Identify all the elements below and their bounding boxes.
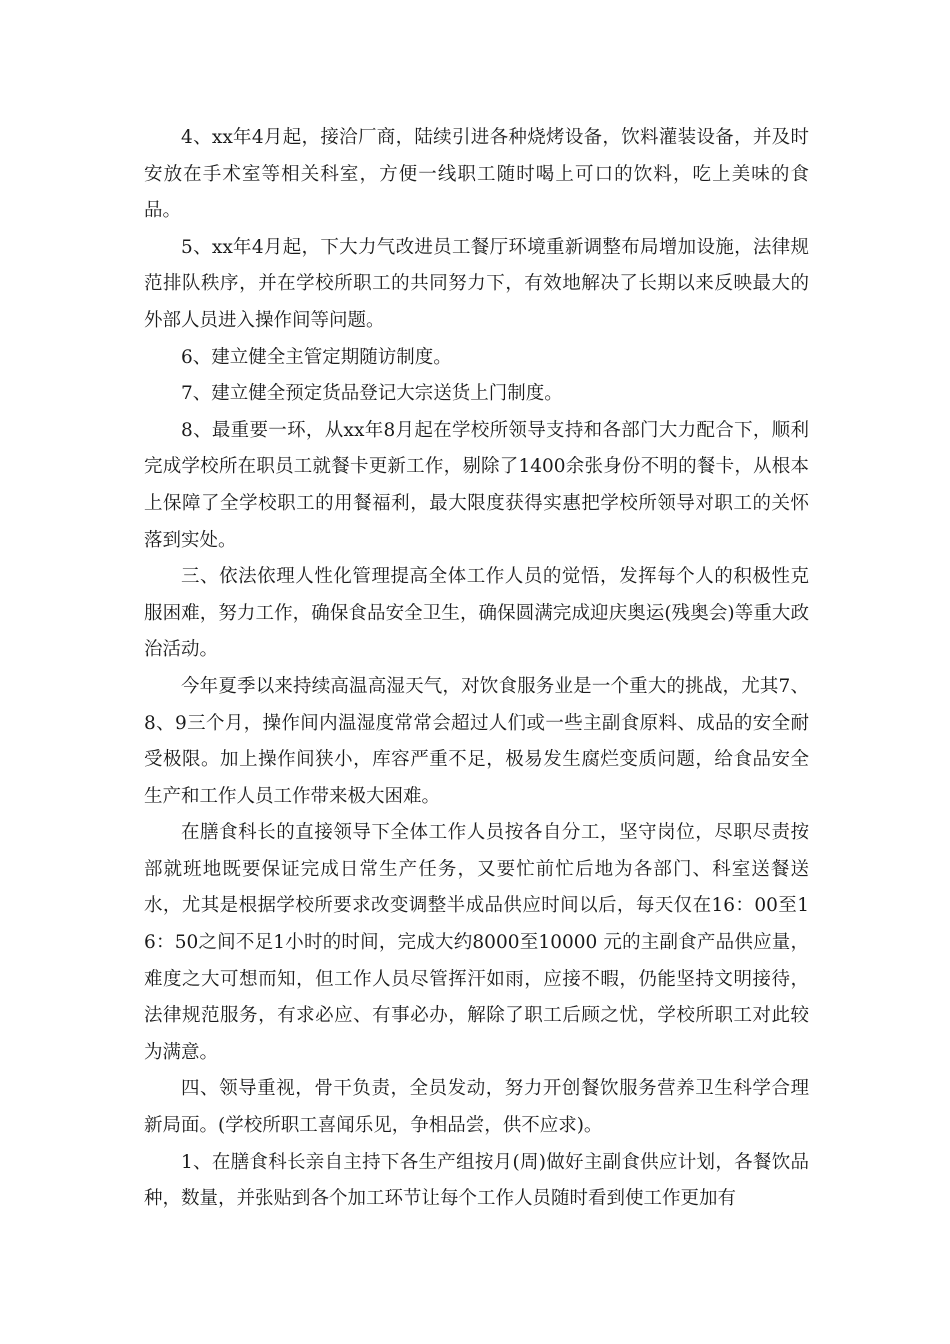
paragraph-item-6: 6、建立健全主管定期随访制度。 xyxy=(181,346,452,368)
section-heading-four: 四、领导重视，骨干负责，全员发动，努力开创餐饮服务营养卫生科学合理新局面。(学校所职工喜闻乐见，争相品尝，供不应求)。 xyxy=(144,1078,809,1137)
paragraph-summer-challenge: 今年夏季以来持续高温高湿天气，对饮食服务业是一个重大的挑战，尤其7、8、9三个月，操作间内温湿度常常会超过人们或一些主副食原料、成品的安全耐受极限。加上操作间狭小，库容严重不足，极易发生腐烂变质问题，给食品安全生产和工作人员工作带来极大困难。 xyxy=(144,675,809,807)
paragraph-staff-effort: 在膳食科长的直接领导下全体工作人员按各自分工，坚守岗位，尽职尽责按部就班地既要保证完成日常生产任务，又要忙前忙后地为各部门、科室送餐送水，尤其是根据学校所要求改变调整半成品供应时间以后，每天仅在16：00至16：50之间不足1小时的时间，完成大约8000至10000 元的主副食产品供应量，难度之大可想而知，但工作人员尽管挥汗如雨，应接不暇，仍能坚持文明接待，法律规范服务，有求必应、有事必办，解除了职工后顾之忧，学校所职工对此较为满意。 xyxy=(144,822,809,1063)
paragraph-item-1: 1、在膳食科长亲自主持下各生产组按月(周)做好主副食供应计划，各餐饮品种，数量，并张贴到各个加工环节让每个工作人员随时看到使工作更加有 xyxy=(144,1151,809,1210)
paragraph-item-4: 4、xx年4月起，接洽厂商，陆续引进各种烧烤设备，饮料灌装设备，并及时安放在手术室等相关科室，方便一线职工随时喝上可口的饮料，吃上美味的食品。 xyxy=(144,127,809,222)
document-body xyxy=(144,120,809,1218)
paragraph-item-5: 5、xx年4月起，下大力气改进员工餐厅环境重新调整布局增加设施，法律规范排队秩序，并在学校所职工的共同努力下，有效地解决了长期以来反映最大的外部人员进入操作间等问题。 xyxy=(144,236,809,331)
section-heading-three: 三、依法依理人性化管理提高全体工作人员的觉悟，发挥每个人的积极性克服困难，努力工作，确保食品安全卫生，确保圆满完成迎庆奥运(残奥会)等重大政治活动。 xyxy=(144,566,809,661)
paragraph-item-8: 8、最重要一环，从xx年8月起在学校所领导支持和各部门大力配合下，顺利完成学校所在职员工就餐卡更新工作，剔除了1400余张身份不明的餐卡，从根本上保障了全学校职工的用餐福利，最大限度获得实惠把学校所领导对职工的关怀落到实处。 xyxy=(144,419,809,551)
paragraph-item-7: 7、建立健全预定货品登记大宗送货上门制度。 xyxy=(181,383,563,405)
